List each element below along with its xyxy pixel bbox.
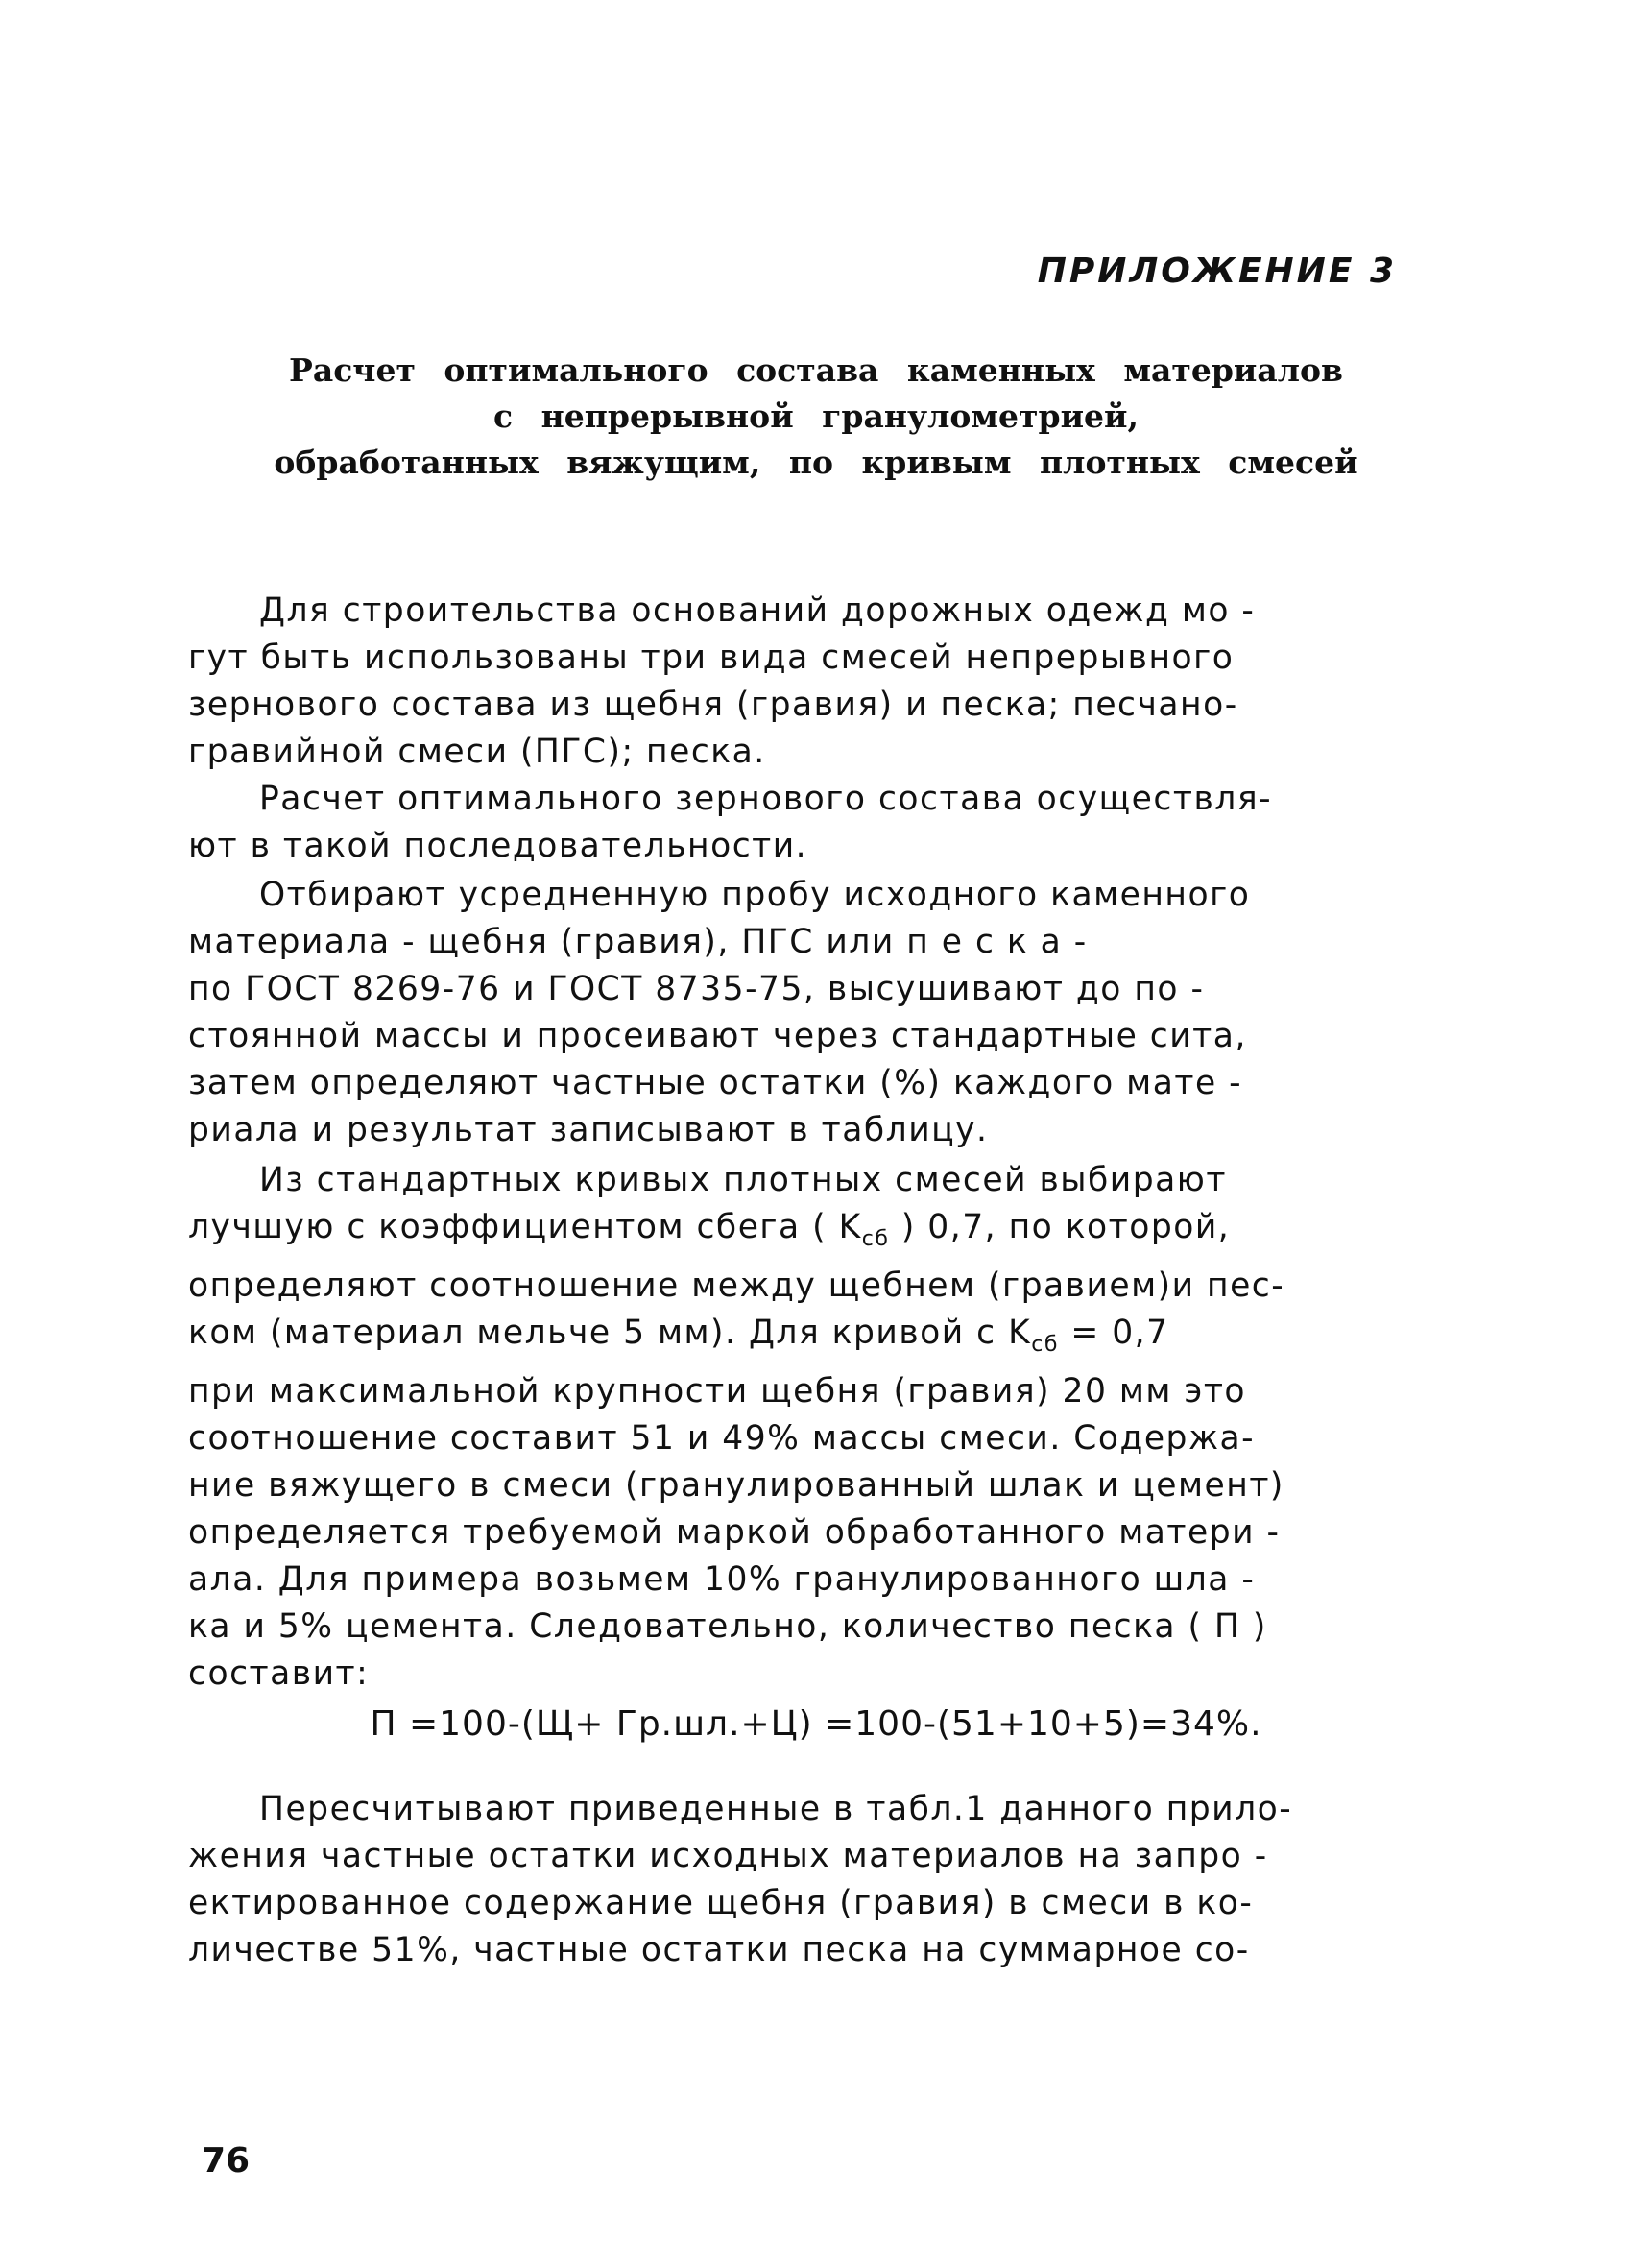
- paragraph-1: [188, 588, 1417, 776]
- title-line: обработанных вяжущим, по кривым плотных смесей: [274, 444, 1358, 481]
- coefficient-symbol: K: [1008, 1314, 1032, 1352]
- coefficient-symbol: K: [838, 1208, 862, 1246]
- coefficient-subscript: сб: [861, 1227, 890, 1251]
- text-line: по ГОСТ 8269-76 и ГОСТ 8735-75, высушивают до по -: [188, 970, 1205, 1008]
- title-line: с непрерывной гранулометрией,: [492, 398, 1140, 435]
- text-line: ние вяжущего в смеси (гранулированный шлак и цемент): [188, 1466, 1284, 1505]
- text-line: Из стандартных кривых плотных смесей выбирают: [259, 1161, 1227, 1199]
- text-line: [188, 1310, 1417, 1368]
- paragraph-5: [188, 1786, 1417, 1974]
- text-span: ком (материал мельче 5 мм). Для кривой с: [188, 1314, 1009, 1352]
- text-span: = 0,7: [1058, 1314, 1169, 1352]
- page-number: 76: [202, 2141, 251, 2181]
- text-line: Расчет оптимального зернового состава осуществля-: [259, 780, 1273, 818]
- text-line: личестве 51%, частные остатки песка на суммарное со-: [188, 1931, 1250, 1969]
- text-line: составит:: [188, 1654, 370, 1693]
- text-line: Пересчитывают приведенные в табл.1 данного прило-: [259, 1790, 1293, 1828]
- text-span: лучшую с коэффициентом сбега (: [188, 1208, 839, 1246]
- text-line: Отбирают усредненную пробу исходного каменного: [259, 876, 1251, 914]
- appendix-label: ПРИЛОЖЕНИЕ 3: [1037, 252, 1397, 291]
- text-line: Для строительства оснований дорожных одежд мо -: [259, 591, 1256, 630]
- text-line: гут быть использованы три вида смесей непрерывного: [188, 639, 1235, 677]
- text-line: ка и 5% цемента. Следовательно, количество песка ( П ): [188, 1607, 1267, 1646]
- text-line: соотношение составит 51 и 49% массы смеси. Содержа-: [188, 1419, 1256, 1458]
- text-line: риала и результат записывают в таблицу.: [188, 1111, 989, 1149]
- document-title: [259, 348, 1373, 486]
- text-line: определяют соотношение между щебнем (гравием)и пес-: [188, 1267, 1285, 1305]
- paragraph-3: [188, 872, 1417, 1154]
- text-line: определяется требуемой маркой обработанного матери -: [188, 1513, 1281, 1552]
- text-line: [188, 1204, 1417, 1263]
- text-line: зернового состава из щебня (гравия) и песка; песчано-: [188, 686, 1238, 724]
- title-line: Расчет оптимального состава каменных материалов: [289, 351, 1343, 389]
- text-line: при максимальной крупности щебня (гравия) 20 мм это: [188, 1372, 1247, 1411]
- text-span: ) 0,7, по которой,: [889, 1208, 1231, 1246]
- text-line: ала. Для примера возьмем 10% гранулированного шла -: [188, 1560, 1256, 1599]
- text-line: гравийной смеси (ПГС); песка.: [188, 733, 766, 771]
- paragraph-2: [188, 776, 1417, 870]
- text-line: ют в такой последовательности.: [188, 827, 808, 865]
- text-line: жения частные остатки исходных материалов на запро -: [188, 1837, 1268, 1875]
- text-line: ектированное содержание щебня (гравия) в смеси в ко-: [188, 1884, 1254, 1922]
- text-line: затем определяют частные остатки (%) каждого мате -: [188, 1064, 1243, 1102]
- text-line: материала - щебня (гравия), ПГС или п е с к а -: [188, 923, 1088, 961]
- coefficient-subscript: сб: [1031, 1333, 1059, 1357]
- sand-formula: П =100-(Щ+ Гр.шл.+Ц) =100-(51+10+5)=34%.: [370, 1704, 1262, 1744]
- text-line: стоянной массы и просеивают через стандартные сита,: [188, 1017, 1247, 1055]
- paragraph-4: [188, 1157, 1417, 1698]
